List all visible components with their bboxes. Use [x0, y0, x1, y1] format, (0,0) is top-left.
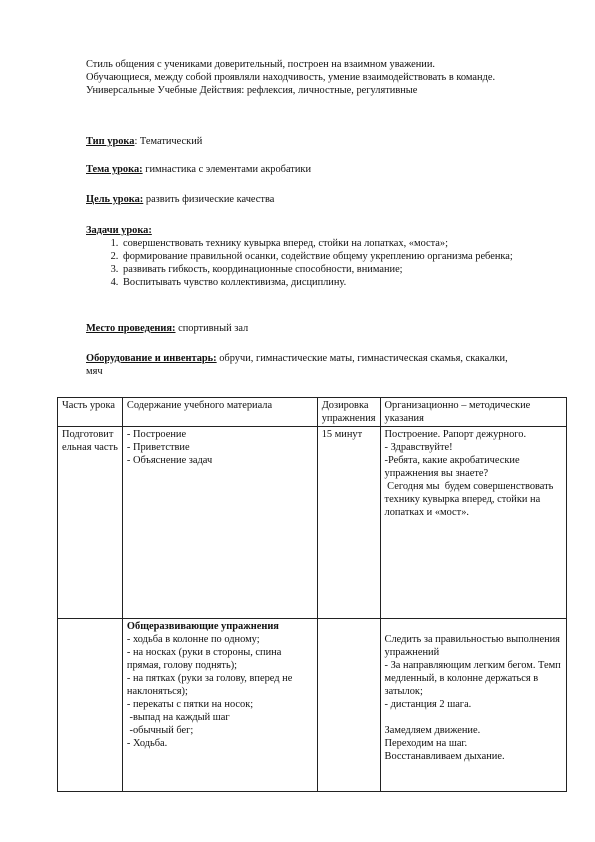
lesson-tasks [86, 224, 536, 289]
content-line: - Объяснение задач [126, 455, 213, 466]
content-line: - Построение [126, 429, 187, 440]
table-row [58, 427, 567, 619]
part-cell: Подготовительная часть [58, 427, 123, 619]
intro-line: Универсальные Учебные Действия: рефлексия, личностные, регулятивные [86, 85, 418, 96]
task-item: 4. Воспитывать чувство коллективизма, дисциплину. [121, 276, 536, 289]
lesson-table [57, 397, 567, 792]
equipment [86, 352, 526, 378]
lesson-goal [86, 193, 546, 206]
venue-label: Место проведения: [86, 323, 176, 334]
notes-line: Замедляем движение. [384, 725, 481, 736]
spacer [385, 620, 562, 633]
table-header-cell: Содержание учебного материала [122, 398, 317, 427]
notes-line: Переходим на шаг. [384, 738, 468, 749]
lesson-type-value: : Тематический [134, 136, 203, 147]
dosage-cell [317, 619, 380, 792]
task-item: 3. развивать гибкость, координационные способности, внимание; [121, 263, 536, 276]
task-item: 2. формирование правильной осанки, содействие общему укреплению организма ребенка; [121, 250, 536, 263]
notes-line: - Здравствуйте! [384, 442, 453, 453]
content-line: - Приветствие [126, 442, 190, 453]
lesson-goal-value: развить физические качества [143, 194, 275, 205]
lesson-topic-label: Тема урока: [86, 164, 143, 175]
lesson-goal-label: Цель урока: [86, 194, 144, 205]
intro-line: Обучающиеся, между собой проявляли находчивость, умение взаимодействовать в команде. [86, 72, 496, 83]
tasks-label: Задачи урока: [86, 225, 152, 236]
table-header-cell: Организационно – методические указания [380, 398, 566, 427]
content-line: -выпад на каждый шаг [126, 712, 230, 723]
spacer [385, 711, 562, 724]
part-cell [58, 619, 123, 792]
lesson-type [86, 135, 546, 148]
lesson-topic [86, 163, 546, 176]
content-title: Общеразвивающие упражнения [126, 621, 279, 632]
equipment-label: Оборудование и инвентарь: [86, 353, 217, 364]
equipment-value: обручи, гимнастические маты, гимнастическая скамья, скакалки, мяч [86, 353, 508, 377]
notes-cell [380, 619, 566, 792]
dosage-cell: 15 минут [317, 427, 380, 619]
venue-value: спортивный зал [175, 323, 249, 334]
table-header-cell: Часть урока [58, 398, 123, 427]
content-line: -обычный бег; [126, 725, 194, 736]
table-row [58, 619, 567, 792]
intro-line: Стиль общения с учениками доверительный, построен на взаимном уважении. [86, 59, 436, 70]
content-line: - Ходьба. [126, 738, 168, 749]
content-line: - на носках (руки в стороны, спина прямая, голову поднять); [126, 647, 282, 671]
content-cell [122, 427, 317, 619]
tasks-list [86, 237, 536, 289]
task-item: 1. совершенствовать технику кувырка вперед, стойки на лопатках, «моста»; [121, 237, 536, 250]
content-line: - на пятках (руки за голову, вперед не наклоняться); [126, 673, 293, 697]
notes-line: - дистанция 2 шага. [384, 699, 472, 710]
table-header-cell: Дозировка упражнения [317, 398, 380, 427]
content-line: - перекаты с пятки на носок; [126, 699, 254, 710]
content-cell [122, 619, 317, 792]
notes-line: Следить за правильностью выполнения упражнений [384, 634, 560, 658]
notes-line: -Ребята, какие акробатические упражнения вы знаете? [384, 455, 520, 479]
notes-cell [380, 427, 566, 619]
table-header-row [58, 398, 567, 427]
lesson-type-label: Тип урока [86, 136, 135, 147]
intro-block [86, 58, 526, 97]
venue [86, 322, 546, 335]
lesson-topic-value: гимнастика с элементами акробатики [142, 164, 312, 175]
content-line: - ходьба в колонне по одному; [126, 634, 260, 645]
notes-line: Восстанавливаем дыхание. [384, 751, 505, 762]
notes-line: - За направляющим легким бегом. Темп медленный, в колонне держаться в затылок; [384, 660, 561, 697]
notes-line: Построение. Рапорт дежурного. [384, 429, 527, 440]
notes-line: Сегодня мы будем совершенствовать технику кувырка вперед, стойки на лопатках и «мост». [384, 481, 557, 518]
